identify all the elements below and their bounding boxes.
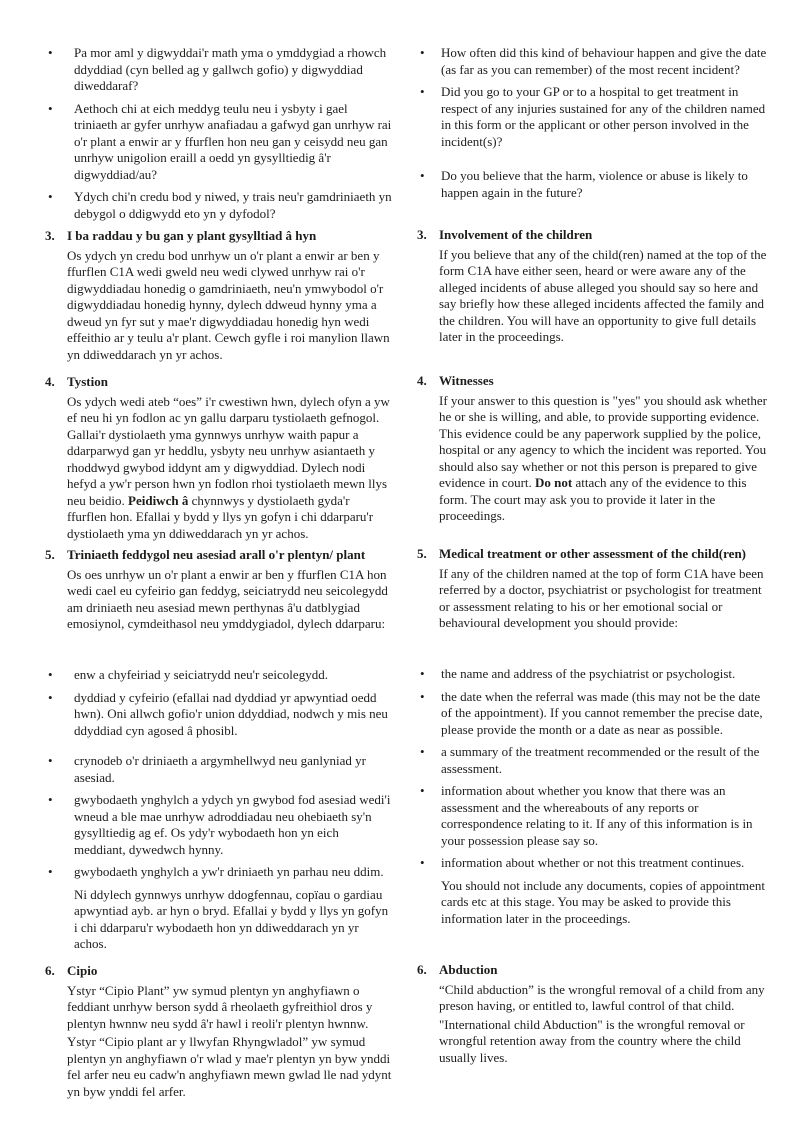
section-paragraph: "International child Abduction" is the wrongful removal or wrongful retention away from the country where the child usually lives. [439,1016,745,1065]
two-column-layout [45,45,767,1102]
english-section-4 [417,373,767,546]
english-top-bullet-list [417,45,767,227]
list-item: • crynodeb o'r driniaeth a argymhellwyd neu ganlyniad yr asesiad. [45,753,392,786]
section-body: If any of the children named at the top of form C1A have been referred by a doctor, psychiatrist or psychologist for treatment or assessment relating to his or her emotional social or behavioural development you should provide: [439,565,764,630]
section-number: 5. [417,546,427,561]
section-body: Os ydych wedi ateb “oes” i'r cwestiwn hwn, dylech ofyn a yw ef neu hi yn fodlon ac yn gallu darparu tystiolaeth gefnogol. Gallai'r dystiolaeth yma gynnwys unrhyw waith papur a ddarparwyd gan yr heddlu, ysbyty neu unrhyw asiantaeth y rhoddwyd gwybod iddynt am y digwyddiad. Dylech nodi hefyd a yw'r person hwn yn fodlon rhoi tystiolaeth mewn llys neu beidio. Peidiwch â chynnwys y dystiolaeth gyda'r ffurflen hon. Efallai y bydd y llys yn gofyn i chi ddarparu'r dystiolaeth yma yn ddiweddarach yn yr achos. [67,393,390,541]
list-item: • How often did this kind of behaviour happen and give the date (as far as you can remember) of the most recent incident? [417,45,767,78]
section-title: Abduction [439,962,498,977]
list-item: • information about whether you know that there was an assessment and the whereabouts of any reports or correspondence relating to it. If any of this information is in your possession please say so. [417,783,767,849]
section-number: 6. [417,962,427,977]
right-column-english [417,45,767,1102]
list-item: • the name and address of the psychiatrist or psychologist. [417,666,767,683]
list-item: • gwybodaeth ynghylch a ydych yn gwybod fod asesiad wedi'i wneud a ble mae unrhyw adroddiadau neu ohebiaeth sy'n gysylltiedig ag ef. Os ydy'r wybodaeth hon yn eich meddiant, dywedwch hynny. [45,792,392,858]
section-paragraph: Ystyr “Cipio plant ar y llwyfan Rhyngwladol” yw symud plentyn yn anghyfiawn o'r wlad y mae'r plentyn yn byw ynddi fel arfer neu eu cadw'n anghyfiawn mewn gwlad lle nad ydynt yn byw ynddi fel arfer. [67,1034,392,1099]
section-title: Tystion [67,374,108,389]
section-number: 5. [45,547,55,562]
section-number: 4. [45,374,55,389]
list-item: • Ydych chi'n credu bod y niwed, y trais neu'r gamdriniaeth yn debygol o ddigwydd eto yn y dyfodol? [45,189,392,222]
list-item: • Did you go to your GP or to a hospital to get treatment in respect of any injuries sustained for any of the children named in this form or the applicant or other person involved in the incident(s)? [417,84,767,150]
welsh-section-5 [45,547,392,667]
welsh-mid-bullet-list [45,667,392,963]
section-title: Medical treatment or other assessment of the child(ren) [439,546,747,561]
section-title: Cipio [67,963,98,978]
list-item: • information about whether or not this treatment continues. [417,855,767,872]
section-title: Witnesses [439,373,494,388]
list-item: • the date when the referral was made (this may not be the date of the appointment). If you cannot remember the precise date, please provide the month or a date as near as possible. [417,689,767,739]
list-item: • Pa mor aml y digwyddai'r math yma o ymddygiad a rhowch ddyddiad (cyn belled ag y gallwch gofio) y digwyddiad diweddaraf? [45,45,392,95]
bold-emphasis: Peidiwch â [128,492,189,508]
left-column-welsh [45,45,392,1102]
english-section-6 [417,962,767,1068]
section-number: 3. [417,227,427,242]
section-number: 3. [45,228,55,243]
section-paragraph: “Child abduction” is the wrongful removal of a child from any preson having, or entitled to, lawful control of that child. [439,981,765,1013]
welsh-section-6 [45,963,392,1102]
section-body: Os ydych yn credu bod unrhyw un o'r plant a enwir ar ben y ffurflen C1A wedi gweld neu wedi clywed unrhyw rai o'r digwyddiadau honedig o gamdriniaeth, neu'n ymwybodol o'r digwyddiadau honedig hynny, dylech ddweud hynny yma a dweud yn fyr sut y mae'r digwyddiadau honedig hyn wedi effeithio ar y teulu a'r plant. Cewch gyfle i roi manylion llawn yn ddiweddarach yn yr achos. [67,247,390,362]
list-item: • gwybodaeth ynghylch a yw'r driniaeth yn parhau neu ddim. [45,864,392,881]
section-title: Involvement of the children [439,227,593,242]
welsh-section-4 [45,374,392,547]
list-item: • Do you believe that the harm, violence or abuse is likely to happen again in the future? [417,168,767,201]
english-mid-bullet-list [417,666,767,962]
section-number: 4. [417,373,427,388]
section-paragraph: Ystyr “Cipio Plant” yw symud plentyn yn anghyfiawn o feddiant unrhyw berson sydd â rheolaeth gyfreithiol dros y plentyn hwnnw neu sydd â'r hawl i reoli'r plentyn hwnnw. [67,982,373,1031]
section-number: 6. [45,963,55,978]
list-item: • enw a chyfeiriad y seiciatrydd neu'r seicolegydd. [45,667,392,684]
list-item: • dyddiad y cyfeirio (efallai nad dyddiad yr apwyntiad oedd hwn). Oni allwch gofio'r union ddyddiad, nodwch y mis neu ddyddiad cyn agosed â phosibl. [45,690,392,740]
section-body: Os oes unrhyw un o'r plant a enwir ar ben y ffurflen C1A hon wedi cael eu cyfeirio gan feddyg, seiciatrydd neu seicolegydd am driniaeth neu asesiad mewn perthynas â'u datblygiad emosiynol, cymdeithasol neu ymddygiadol, dylech ddarparu: [67,566,388,631]
english-section-5 [417,546,767,666]
english-section-3 [417,227,767,373]
section-title: Triniaeth feddygol neu asesiad arall o'r plentyn/ plant [67,547,366,562]
list-item: • Aethoch chi at eich meddyg teulu neu i ysbyty i gael triniaeth ar gyfer unrhyw anafiadau a gafwyd gan unrhyw rai o'r plant a enwir ar y ffurflen hon neu gan y ceisydd neu gan unrhyw unigolion eraill a oedd yn gysylltiedig â'r digwyddiad/au? [45,101,392,184]
bold-emphasis: Do not [535,475,573,490]
section-title: I ba raddau y bu gan y plant gysylltiad â hyn [67,228,317,243]
list-item: • a summary of the treatment recommended or the result of the assessment. [417,744,767,777]
note-paragraph: You should not include any documents, copies of appointment cards etc at this stage. You may be asked to provide this information later in the proceedings. [441,877,766,926]
section-body: If your answer to this question is "yes" you should ask whether he or she is willing, and able, to provide supporting evidence. This evidence could be any paperwork supplied by the police, hospital or any agency to which the incident was reported. You should also say whether or not this person is prepared to give evidence in court. Do not attach any of the evidence to this form. The court may ask you to provide it later in the proceedings. [439,392,767,523]
welsh-section-3 [45,228,392,374]
welsh-top-bullet-list [45,45,392,228]
note-paragraph: Ni ddylech gynnwys unrhyw ddogfennau, copïau o gardiau apwyntiad ayb. ar hyn o bryd. Efallai y bydd y llys yn gofyn i chi ddarparu'r wybodaeth hon yn ddiweddarach yn yr achos. [74,886,389,951]
section-body: If you believe that any of the child(ren) named at the top of the form C1A have either seen, heard or were aware any of the alleged incidents of abuse alleged you should say so here and say briefly how these alleged incidents affected the family and the children. You will have an opportunity to give full details later in the proceedings. [439,246,767,344]
